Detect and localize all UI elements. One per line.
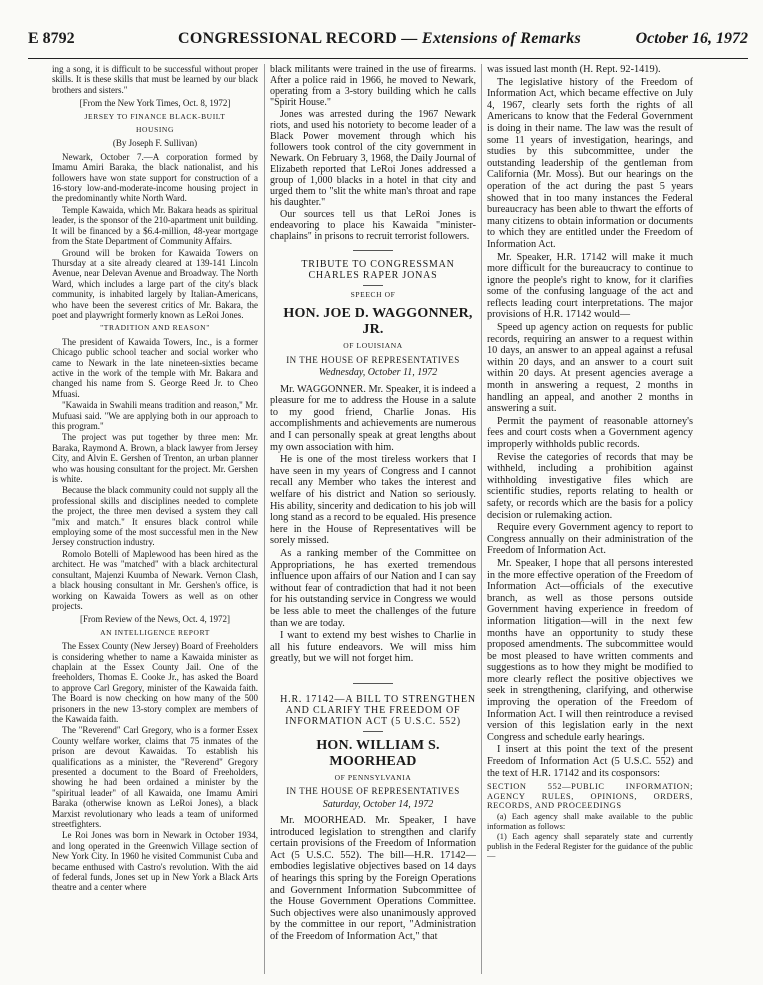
paragraph: Mr. MOORHEAD. Mr. Speaker, I have introduced legislation to strengthen and clarify certain provisions of the Freedom of Information Act (5 U.S.C. 552). The bill—H.R. 17142—embodies legislative objectives based on 14 days of hearings this spring by the Foreign Operations and Government Information Subcommittee of the House Government Operations Committee. Such objectives were also unanimously approved by the committee in our report, "Administration of the Freedom of Information Act," that (270, 815, 476, 943)
paragraph: The "Reverend" Carl Gregory, who is a former Essex County welfare worker, claims that 75 inmates of the prison are devout Kawaidas. To establish his qualifications as a minister, the "Reverend" Gregory presented a document to the Board of Freeholders, showing he had been ordained a minister by the "spiritual leader" of all Kawaida, one Imamu Amiri Baraka (otherwise known as LeRoi Jones), a black Marxist revolutionary who leads a team of uniformed streetfighters. (52, 725, 258, 830)
paragraph: Because the black community could not supply all the professional skills and disciplines needed to complete the project, the three men devised a system they call "mix and match." It ensures black control while employing some of the most successful men in the New Jersey construction industry. (52, 485, 258, 548)
publication-name: CONGRESSIONAL RECORD (178, 30, 397, 47)
column-rule (264, 64, 265, 974)
paragraph: As a ranking member of the Committee on Appropriations, he has exerted tremendous influence upon affairs of our Nation and I can say without fear of contradiction that had it not been for his outstanding service in Congress we would be less able to meet the challenges of the future than we are today. (270, 547, 476, 629)
paragraph: Revise the categories of records that may be withheld, including a prohibition against withholding investigative files which are scientific studies, reports relating to health or safety, or records which are the basis for a policy decision or rulemaking action. (487, 451, 693, 521)
byline: (By Joseph F. Sullivan) (112, 138, 198, 149)
issue-date: October 16, 1972 (635, 30, 748, 47)
statute-heading: SECTION 552—PUBLIC INFORMATION; AGENCY RULES, OPINIONS, ORDERS, RECORDS, AND PROCEEDINGS (487, 782, 693, 811)
section-name: Extensions of Remarks (421, 30, 582, 47)
section-title: TRIBUTE TO CONGRESSMAN CHARLES RAPER JONAS (301, 259, 455, 281)
paragraph: Mr. Speaker, H.R. 17142 will make it much more difficult for the bureaucracy to continue to ignore the people's right to know, for it clarifies some of the confusing language of the act and reflects leading court interpretations. The major provisions of H.R. 17142 would— (487, 251, 693, 321)
chamber-label: IN THE HOUSE OF REPRESENTATIVES (286, 786, 460, 797)
paragraph: Speed up agency action on requests for public records, requiring an answer to a request within 10 days, an answer to an appeal against a refusal within 20 days, and an answer to a court suit within 20 days. At present agencies average a month in answering a request, 2 months in handling an appeal, and another 2 months in answering a suit. (487, 322, 693, 415)
column-3 (487, 64, 693, 976)
statute-text: (1) Each agency shall separately state and currently publish in the Federal Register for the guidance of the public— (487, 832, 693, 861)
speech-date: Saturday, October 14, 1972 (322, 798, 434, 810)
paragraph: was issued last month (H. Rept. 92-1419). (487, 64, 661, 75)
source-citation: [From Review of the News, Oct. 4, 1972] (80, 614, 230, 625)
paragraph: The Essex County (New Jersey) Board of Freeholders is considering whether to name a Kawaida minister as chaplain at the Essex County Jail. One of the freeholders, Thomas E. Cooke Jr., has asked the Board to approve Carl Gregory, minister of the Kawaida faith. The Board is now checking on how many of the 500 prisoners in the new 13-story complex are members of the Kawaida faith. (52, 641, 258, 724)
column-rule (481, 64, 482, 974)
article-headline: JERSEY TO FINANCE BLACK-BUILT (84, 111, 226, 121)
speech-of-label: SPEECH OF (350, 290, 396, 299)
subhead: "TRADITION AND REASON" (100, 323, 210, 333)
paragraph: The legislative history of the Freedom of Information Act, which became effective on July 4, 1967, clearly sets forth the rights of all Americans to know that the Federal Government is doing in their name. The law was the result of some 11 years of investigation, hearings, and studies by this subcommittee, under the outstanding leadership of the gentleman from California (Mr. Moss). But our hearings on the operation of the act during the past 5 years showed that in too many instances the Federal bureaucracy has been able to thwart the efforts of many citizens to obtain information or documents to which they are entitled under the Freedom of Information Act. (487, 76, 693, 250)
paragraph: Mr. WAGGONNER. Mr. Speaker, it is indeed a pleasure for me to address the House in a salute to my good friend, Charlie Jonas. His accomplishments and achievements are numerous and I can personally speak at great lengths about my own association with him. (270, 383, 476, 453)
paragraph: Our sources tell us that LeRoi Jones is endeavoring to place his Kawaida "minister-chaplains" in prisons to recruit terrorist followers. (270, 209, 476, 242)
paragraph: The president of Kawaida Towers, Inc., is a former Chicago public school teacher and social worker who came to Newark in the late nineteen-sixties became active in the work of the temple with Mr. Bakara and changed his name from S. George Reed Jr. to Cheo Mfuasi. (52, 336, 258, 399)
chamber-label: IN THE HOUSE OF REPRESENTATIVES (286, 354, 460, 365)
section-divider (353, 250, 393, 251)
section-title: H.R. 17142—A BILL TO STRENGTHEN AND CLARIFY THE FREEDOM OF INFORMATION ACT (5 U.S.C. 552) (280, 693, 476, 727)
title-separator: — (396, 30, 422, 47)
paragraph: Temple Kawaida, which Mr. Bakara heads as spiritual leader, is the sponsor of the 210-apartment unit building. It will be financed by a $6.4-million, 48-year mortgage from the State Department of Community Affairs. (52, 204, 258, 247)
paragraph: ing a song, it is difficult to be successful without proper skills. It is these skills that must be learned by our black brothers and sisters." (52, 64, 258, 95)
paragraph: Ground will be broken for Kawaida Towers on Thursday at a site already cleared at 139-141 Lincoln Avenue, near Delevan Avenue and Broadway. The North Ward, which includes a large part of the city's black community, is inhabited largely by Italian-Americans, who have been the severest critics of Mr. Bakara, the poet and playwright formerly known as LeRoi Jones. (52, 247, 258, 320)
article-headline: HOUSING (136, 125, 174, 135)
column-2 (270, 64, 476, 976)
paragraph: Romolo Botelli of Maplewood has been hired as the architect. He was "matched" with a black architectural consultant, Majenzi Kuumba of Newark. Vernon Clash, a black housing consultant in Mr. Gershen's office, is working on Kawaida Towers as well as on other projects. (52, 548, 258, 611)
paragraph: I want to extend my best wishes to Charlie in all his future endeavors. We will miss him greatly, but we will not forget him. (270, 630, 476, 665)
speaker-name: HON. WILLIAM S. MOORHEAD (316, 737, 440, 769)
section-divider (363, 731, 383, 732)
paragraph: Jones was arrested during the 1967 Newark riots, and used his notoriety to become leader of a Black Power movement through which his followers took control of the city government in Newark. On February 3, 1968, the Daily Journal of Elizabeth reported that LeRoi Jones addressed a group of 1,000 blacks in a hotel in that city and urged them to "slit the white man's throat and rape his daughter." (270, 109, 476, 208)
page-header (28, 30, 748, 59)
speaker-state: OF PENNSYLVANIA (334, 772, 412, 782)
column-1 (52, 64, 258, 976)
speech-date: Wednesday, October 11, 1972 (318, 367, 438, 379)
speech-body (270, 384, 476, 665)
section-divider (353, 683, 393, 684)
speaker-state: OF LOUISIANA (343, 341, 403, 351)
paragraph: I insert at this point the text of the present Freedom of Information Act (5 U.S.C. 552) and the text of H.R. 17142 and its cosponsors: (487, 744, 693, 779)
page-number: E 8792 (28, 30, 75, 47)
speech-body (270, 815, 476, 943)
article-headline: AN INTELLIGENCE REPORT (100, 627, 210, 637)
paragraph: Require every Government agency to report to Congress annually on their administration of the Freedom of Information Act. (487, 522, 693, 557)
paragraph: "Kawaida in Swahili means tradition and reason," Mr. Mufuasi said. "We are applying both in our approach to this program." (52, 400, 258, 431)
statute-text: (a) Each agency shall make available to the public information as follows: (487, 812, 693, 831)
paragraph: He is one of the most tireless workers that I have seen in my years of Congress and I cannot recall any Member who takes the interest and welfare of his district and Nation so seriously. His ability, sincerity and dedication to his job will long stand as a record to be equaled. His presence here in the House of Representatives will be sorely missed. (270, 454, 476, 547)
paragraph: black militants were trained in the use of firearms. After a police raid in 1966, he moved to Newark, operating from a 3-story building which he calls "Spirit House." (270, 64, 476, 108)
speaker-name: HON. JOE D. WAGGONNER, JR. (283, 306, 473, 338)
source-citation: [From the New York Times, Oct. 8, 1972] (79, 98, 231, 109)
section-divider (363, 285, 383, 286)
paragraph: Newark, October 7.—A corporation formed by Imamu Amiri Baraka, the black nationalist, and his followers have won state support for construction of a 16-story low-and-moderate-income housing project in the predominantly white North Ward. (52, 151, 258, 204)
paragraph: Mr. Speaker, I hope that all persons interested in the more effective operation of the Freedom of Information Act—officials of the executive branch, as well as those persons outside Government having experience in freedom of information litigation—will in the next few months have an opportunity to study these proposed amendments. The subcommittee would be most pleased to have written comments and suggestions as to how they might be modified to more clearly reflect the positive objectives we seek in strengthening, clarifying, and otherwise improving the operation of the Freedom of Information Act. I will then reintroduce a revised version of this legislation early in the next Congress and schedule early hearings. (487, 557, 693, 743)
paragraph: Le Roi Jones was born in Newark in October 1934, and long operated in the Greenwich Village section of New York City. In 1960 he visited Communist Cuba and became enthused with Castro's revolution. With the aid of federal funds, Jones set up in New York a Black Arts theatre and a center where (52, 830, 258, 893)
paragraph: The project was put together by three men: Mr. Baraka, Raymond A. Brown, a black lawyer from Jersey City, and Alvin E. Gershen of Trenton, an urban planner who was housing consultant for the project. Mr. Gershen is white. (52, 432, 258, 485)
publication-title (178, 30, 581, 48)
paragraph: Permit the payment of reasonable attorney's fees and court costs when a Government agency improperly withholds public records. (487, 415, 693, 450)
